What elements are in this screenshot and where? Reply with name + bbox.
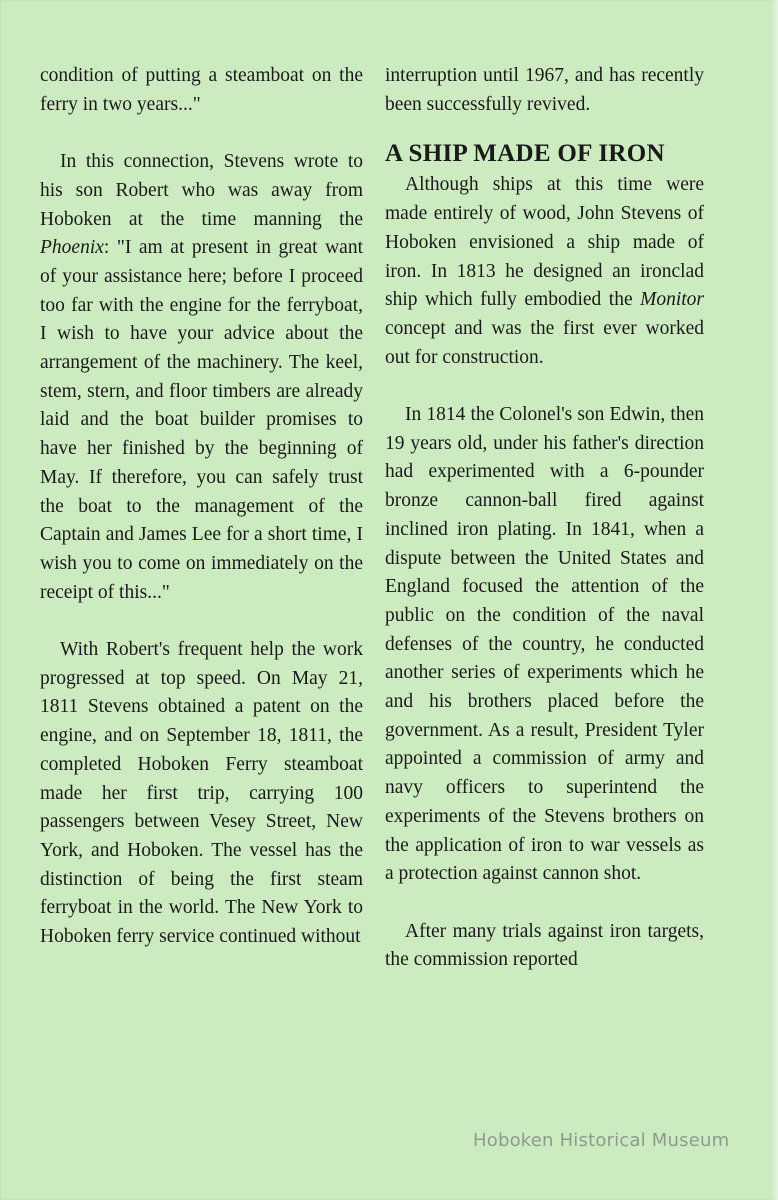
left-paragraph-2: In this connection, Stevens wrote to his son Robert who was away from Hoboken at the time manning the Phoenix: "I am at present in great want of your assistance here; before I proceed too far with the engine for the ferryboat, I wish to have your advice about the arrangement of the machinery. The keel, stem, stern, and floor timbers are already laid and the boat builder promises to have her finished by the beginning of May. If therefore, you can safely trust the boat to the management of the Captain and James Lee for a short time, I wish you to come on immediately on the receipt of this..." — [40, 151, 363, 603]
ship-name-monitor: Monitor — [640, 289, 704, 311]
left-column — [40, 62, 363, 952]
left-paragraph-1: condition of putting a steamboat on the ferry in two years..." — [40, 65, 363, 115]
right-paragraph-2: Although ships at this time were made entirely of wood, John Stevens of Hoboken envisioned a ship made of iron. In 1813 he designed an ironclad ship which fully embodied the Monitor concept and was the first ever worked out for construction. — [385, 174, 704, 368]
page-edge — [772, 0, 778, 1200]
section-heading: A SHIP MADE OF IRON — [385, 140, 665, 168]
right-paragraph-3: In 1814 the Colonel's son Edwin, then 19 years old, under his father's direction had experimented with a 6-pounder bronze cannon-ball fired against inclined iron plating. In 1841, when a dispute between the United States and England focused the attention of the public on the condition of the naval defenses of the country, he conducted another series of experiments which he and his brothers placed before the government. As a result, President Tyler appointed a commission of army and navy officers to superintend the experiments of the Stevens brothers on the application of iron to war vessels as a protection against cannon shot. — [385, 404, 704, 885]
right-paragraph-1: interruption until 1967, and has recently been successfully revived. — [385, 65, 704, 115]
right-column — [385, 62, 704, 975]
right-paragraph-4: After many trials against iron targets, the commission reported — [385, 920, 704, 971]
left-paragraph-3: With Robert's frequent help the work progressed at top speed. On May 21, 1811 Stevens obtained a patent on the engine, and on September 18, 1811, the completed Hoboken Ferry steamboat made her first trip, carrying 100 passengers between Vesey Street, New York, and Hoboken. The vessel has the distinction of being the first steam ferryboat in the world. The New York to Hoboken ferry service continued without — [40, 639, 363, 948]
museum-watermark: Hoboken Historical Museum — [473, 1130, 730, 1151]
ship-name-phoenix: Phoenix — [40, 237, 104, 259]
